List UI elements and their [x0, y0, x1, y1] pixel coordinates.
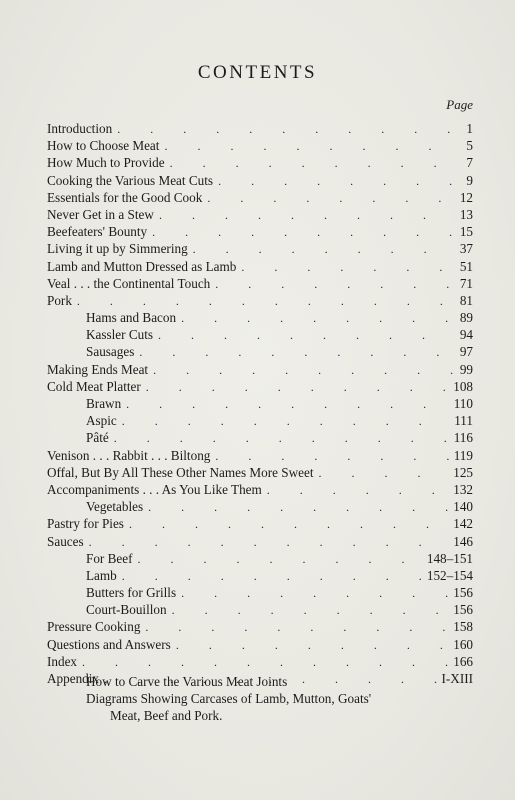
dot-leader	[202, 190, 455, 206]
toc-entry	[47, 429, 473, 446]
dot-leader	[262, 482, 449, 498]
toc-entry-page: 7	[466, 155, 473, 171]
toc-entry	[47, 361, 473, 378]
dot-leader	[154, 207, 455, 223]
toc-entry	[47, 533, 473, 550]
toc-entry-page: 110	[453, 396, 473, 411]
toc-entry-title: Appendix	[47, 671, 100, 686]
page-column-heading: Page	[446, 97, 473, 112]
toc-entry	[47, 189, 473, 206]
toc-entry	[47, 120, 473, 137]
appendix-note: Diagrams Showing Carcases of Lamb, Mutton, Goats'	[86, 691, 372, 707]
toc-entry	[47, 240, 473, 257]
appendix-notes	[86, 673, 476, 725]
dot-leader	[112, 121, 455, 137]
toc-entry	[47, 172, 473, 189]
dot-leader	[117, 568, 423, 584]
toc-entry-page: 81	[459, 292, 473, 308]
dot-leader	[176, 585, 449, 601]
dot-leader	[117, 413, 450, 429]
toc-entry	[47, 447, 473, 464]
toc-entry	[47, 223, 473, 240]
toc-entry-page: 160	[453, 636, 473, 652]
toc-entry-page: 158	[453, 619, 473, 635]
toc-entry-title: How to Choose Meat	[47, 138, 160, 154]
toc-entry	[47, 309, 473, 326]
toc-entry-title: How Much to Provide	[47, 155, 165, 171]
toc-entry-page: 142	[453, 516, 473, 532]
dot-leader	[210, 448, 449, 464]
toc-entry-page: 156	[453, 602, 473, 618]
page-title: CONTENTS	[197, 62, 318, 83]
toc-entry-title: Living it up by Simmering	[47, 241, 188, 257]
toc-entry	[47, 653, 473, 670]
toc-entry	[47, 515, 473, 532]
dot-leader	[165, 155, 455, 171]
toc-entry-title: Beefeaters' Bounty	[47, 224, 148, 240]
toc-entry	[47, 464, 473, 481]
toc-entry	[47, 481, 473, 498]
toc-entry-title: Accompaniments . . . As You Like Them	[47, 481, 262, 497]
dot-leader	[159, 138, 455, 154]
dot-leader	[210, 276, 455, 292]
dot-leader	[143, 499, 449, 515]
toc-entry	[47, 584, 473, 601]
toc-entry-title: For Beef	[86, 550, 133, 566]
toc-entry-page: 156	[453, 585, 473, 601]
dot-leader	[176, 310, 455, 326]
toc-entry-title: Offal, But By All These Other Names More Sweet	[47, 464, 314, 480]
appendix-note: How to Carve the Various Meat Joints	[86, 674, 288, 689]
toc-entry-page: I-XIII	[441, 671, 473, 686]
toc-entry-page: 94	[459, 327, 473, 343]
dot-leader	[72, 293, 455, 309]
toc-entry-page: 166	[453, 653, 473, 669]
toc-entry-page: 12	[459, 189, 473, 205]
toc-entry-title: Hams and Bacon	[86, 310, 177, 326]
dot-leader	[147, 224, 455, 240]
toc-entry-page: 37	[459, 241, 473, 257]
toc-entry-page: 125	[453, 464, 473, 480]
toc-entry	[47, 326, 473, 343]
appendix-note: Meat, Beef and Pork.	[110, 708, 223, 724]
toc-entry-page: 119	[453, 447, 473, 463]
toc-entry-title: Never Get in a Stew	[47, 206, 154, 222]
toc-entry-title: Essentials for the Good Cook	[47, 189, 203, 205]
toc-entry-title: Pastry for Pies	[47, 516, 124, 532]
toc-entry	[47, 378, 473, 395]
toc-entry-title: Court-Bouillon	[86, 602, 167, 618]
toc-entry-page: 5	[466, 138, 473, 154]
toc-entry-page: 1	[466, 121, 473, 136]
dot-leader	[77, 654, 449, 670]
dot-leader	[140, 619, 449, 635]
toc-entry-title: Questions and Answers	[47, 636, 171, 652]
toc-entry-page: 152–154	[426, 567, 473, 583]
toc-entry-page: 99	[459, 361, 473, 377]
toc-entry-page: 15	[459, 224, 473, 240]
toc-entry-title: Sausages	[86, 344, 135, 360]
dot-leader	[124, 516, 449, 532]
toc-entry	[47, 636, 473, 653]
toc-entry-title: Venison . . . Rabbit . . . Biltong	[47, 447, 211, 463]
toc-entry-title: Sauces	[47, 533, 84, 549]
toc-entry-title: Veal . . . the Continental Touch	[47, 275, 211, 291]
toc-entry-title: Introduction	[47, 121, 113, 136]
dot-leader	[188, 241, 455, 257]
dot-leader	[314, 465, 450, 481]
toc-entry-page: 111	[454, 413, 473, 429]
dot-leader	[148, 362, 455, 378]
toc-entry	[47, 412, 473, 429]
toc-entry	[47, 154, 473, 171]
dot-leader	[109, 430, 450, 446]
toc-entry-title: Making Ends Meat	[47, 361, 149, 377]
toc-entry-title: Butters for Grills	[86, 585, 177, 601]
toc-entry-page: 13	[459, 206, 473, 222]
toc-entry-page: 148–151	[426, 550, 473, 566]
dot-leader	[167, 602, 450, 618]
dot-leader	[236, 259, 455, 275]
toc-entry-title: Cold Meat Platter	[47, 378, 141, 394]
toc-entry-page: 89	[459, 310, 473, 326]
toc-entry-title: Pâté	[86, 430, 109, 446]
toc-entry-title: Lamb	[86, 567, 117, 583]
toc-entry-title: Pressure Cooking	[47, 619, 141, 635]
toc-entry	[47, 618, 473, 635]
dot-leader	[134, 344, 455, 360]
toc-entry-page: 116	[453, 430, 473, 446]
dot-leader	[141, 379, 449, 395]
toc-entry	[47, 567, 473, 584]
toc-entry	[47, 343, 473, 360]
dot-leader	[153, 327, 455, 343]
toc-entry-page: 132	[453, 481, 473, 497]
toc-entry	[47, 601, 473, 618]
toc-entry	[47, 292, 473, 309]
toc-entry-title: Cooking the Various Meat Cuts	[47, 172, 214, 188]
toc-entry-page: 140	[453, 499, 473, 515]
toc-entry	[47, 275, 473, 292]
dot-leader	[213, 173, 455, 189]
toc-entry-title: Pork	[47, 292, 72, 308]
toc-entry-page: 108	[453, 378, 473, 394]
toc-entry-title: Aspic	[86, 413, 117, 429]
table-of-contents	[47, 120, 473, 687]
toc-entry-page: 97	[459, 344, 473, 360]
toc-entry	[47, 550, 473, 567]
toc-entry-title: Index	[47, 653, 78, 669]
toc-entry	[47, 206, 473, 223]
toc-entry	[47, 137, 473, 154]
dot-leader	[121, 396, 450, 412]
toc-entry-title: Brawn	[86, 396, 122, 411]
dot-leader	[84, 534, 450, 550]
toc-entry-page: 71	[459, 275, 473, 291]
toc-entry-page: 9	[466, 172, 473, 188]
toc-entry	[47, 395, 473, 412]
toc-entry-page: 51	[459, 258, 473, 274]
toc-entry-title: Vegetables	[86, 499, 144, 515]
toc-entry-title: Lamb and Mutton Dressed as Lamb	[47, 258, 237, 274]
toc-entry	[47, 258, 473, 275]
dot-leader	[171, 637, 449, 653]
toc-entry	[47, 498, 473, 515]
dot-leader	[133, 551, 423, 567]
toc-entry-title: Kassler Cuts	[86, 327, 154, 343]
toc-entry-page: 146	[453, 533, 473, 549]
